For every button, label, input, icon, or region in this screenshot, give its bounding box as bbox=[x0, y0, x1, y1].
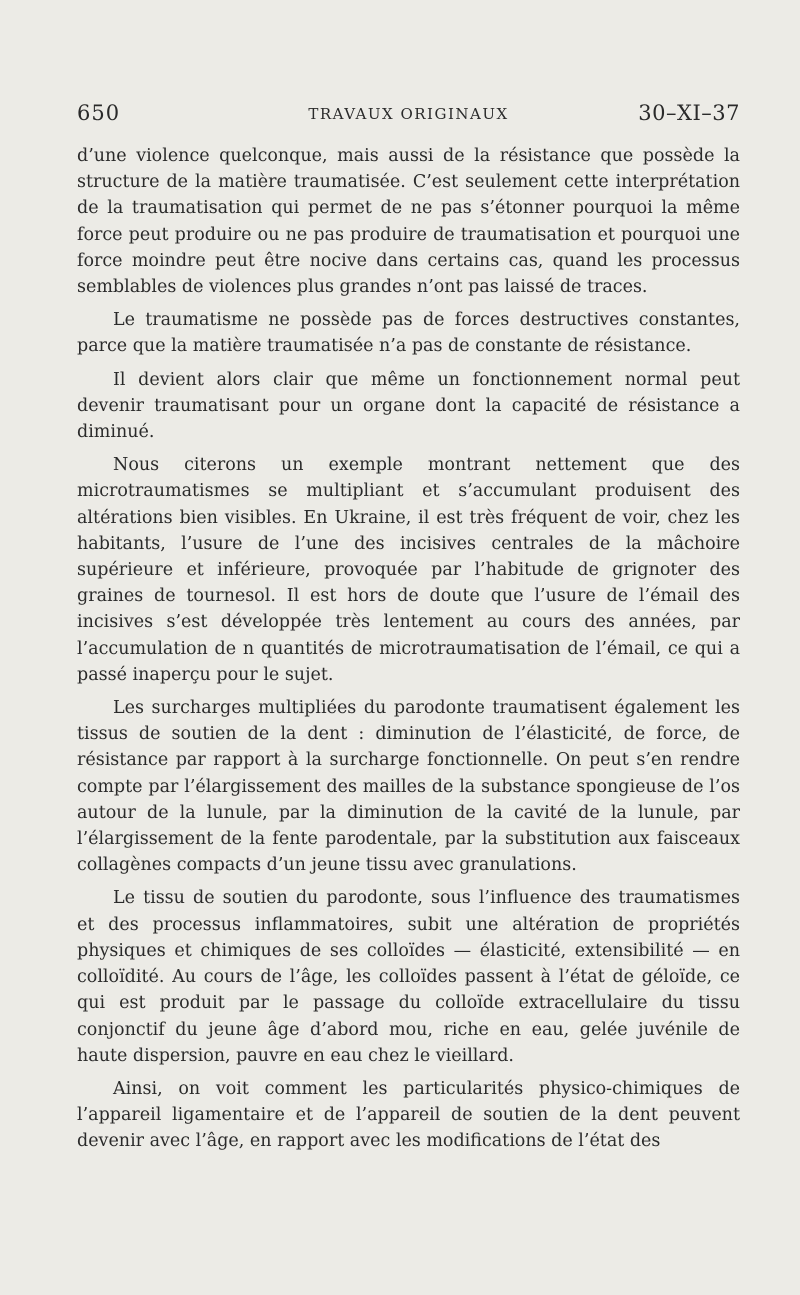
running-head bbox=[77, 101, 740, 131]
paragraph-6: Le tissu de soutien du parodonte, sous l’influence des traumatismes et des processus inflammatoires, subit une altération de propriétés physiques et chimiques de ses colloïdes — élasticité, extensibilité — en colloïdité. Au cours de l’âge, les colloïdes passent à l’état de géloïde, ce qui est produit par le passage du colloïde extracellulaire du tissu conjonctif du jeune âge d’abord mou, riche en eau, gelée juvénile de haute dispersion, pauvre en eau chez le vieillard. bbox=[77, 888, 740, 1066]
paragraph-1: d’une violence quelconque, mais aussi de la résistance que possède la structure de la matière traumatisée. C’est seulement cette interprétation de la traumatisation qui permet de ne pas s’étonner pourquoi la même force peut produire ou ne pas produire de traumatisation et pourquoi une force moindre peut être nocive dans certains cas, quand les processus semblables de violences plus grandes n’ont pas laissé de traces. bbox=[77, 146, 740, 298]
paragraph-2: Le traumatisme ne possède pas de forces destructives constantes, parce que la matière traumatisée n’a pas de constante de résistance. bbox=[77, 310, 740, 357]
running-title: TRAVAUX ORIGINAUX bbox=[308, 105, 509, 123]
body-text bbox=[77, 143, 740, 1162]
paragraph-5: Les surcharges multipliées du parodonte traumatisent également les tissus de soutien de la dent : diminution de l’élasticité, de force, de résistance par rapport à la surcharge fonctionnelle. On peut s’en rendre compte par l’élargissement des mailles de la substance spongieuse de l’os autour de la lunule, par la diminution de la cavité de la lunule, par l’élargissement de la fente parodentale, par la substitution aux faisceaux collagènes compacts d’un jeune tissu avec granulations. bbox=[77, 698, 740, 876]
page-number: 650 bbox=[77, 101, 121, 125]
paragraph-7: Ainsi, on voit comment les particularités physico-chimiques de l’appareil ligamentaire et de l’appareil de soutien de la dent peuvent devenir avec l’âge, en rapport avec les modifications de l’état des bbox=[77, 1078, 740, 1152]
paragraph-4: Nous citerons un exemple montrant nettement que des microtraumatismes se multipliant et s’accumulant produisent des altérations bien visibles. En Ukraine, il est très fréquent de voir, chez les habitants, l’usure de l’une des incisives centrales de la mâchoire supérieure et inférieure, provoquée par l’habitude de grignoter des graines de tournesol. Il est hors de doute que l’usure de l’émail des incisives s’est développée très lentement au cours des années, par l’accumulation de n quantités de microtraumatisation de l’émail, ce qui a passé inaperçu pour le sujet. bbox=[77, 455, 740, 685]
issue-date: 30–XI–37 bbox=[638, 101, 740, 125]
paragraph-3: Il devient alors clair que même un fonctionnement normal peut devenir traumatisant pour un organe dont la capacité de résistance a diminué. bbox=[77, 369, 740, 443]
